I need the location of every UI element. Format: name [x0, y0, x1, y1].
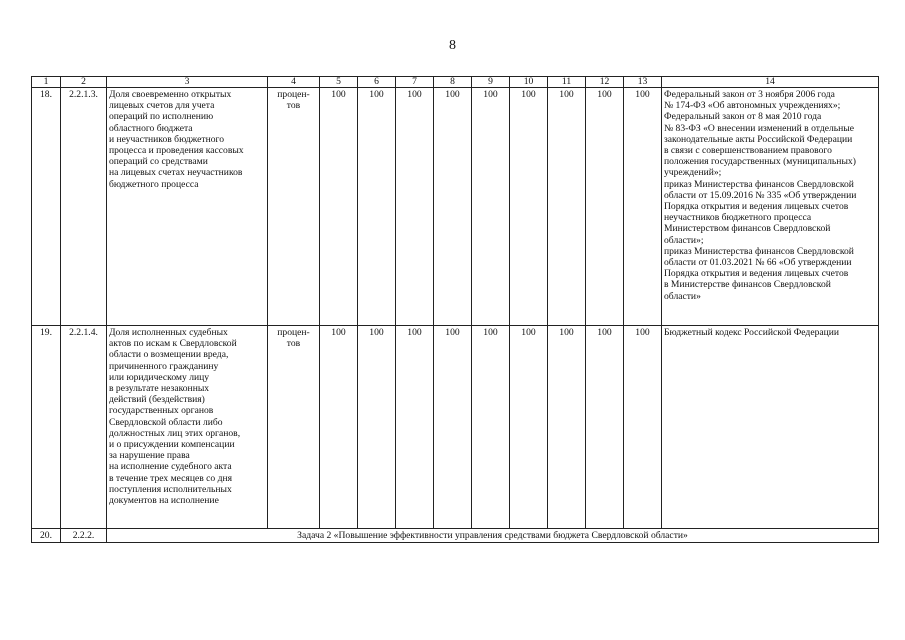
- value-cell: 100: [548, 88, 586, 326]
- value-cell: 100: [586, 326, 624, 529]
- value-cell: 100: [624, 88, 662, 326]
- value-cell: 100: [396, 88, 434, 326]
- value-cell: 100: [472, 326, 510, 529]
- col-header: 4: [268, 77, 320, 88]
- col-header: 7: [396, 77, 434, 88]
- col-header: 8: [434, 77, 472, 88]
- row-number: 20.: [32, 529, 61, 543]
- col-header: 2: [61, 77, 107, 88]
- value-cell: 100: [510, 88, 548, 326]
- unit: процен- тов: [268, 326, 320, 529]
- col-header: 3: [107, 77, 268, 88]
- value-cell: 100: [624, 326, 662, 529]
- col-header: 10: [510, 77, 548, 88]
- row-code: 2.2.1.3.: [61, 88, 107, 326]
- value-cell: 100: [472, 88, 510, 326]
- source-document: Федеральный закон от 3 ноября 2006 года № 174-ФЗ «Об автономных учреждениях»; Федеральный закон от 8 мая 2010 года № 83-ФЗ «О внесении изменений в отдельные законодательные акты Российской Федерации в связи с совершенствованием правового положения государственных (муниципальных) учреждений»; приказ Министерства финансов Свердловской области от 15.09.2016 № 335 «Об утверждении Порядка открытия и ведения лицевых счетов неучастников бюджетного процесса Министерством финансов Свердловской области»; приказ Министерства финансов Свердловской области от 01.03.2021 № 66 «Об утверждении Порядка открытия и ведения лицевых счетов в Министерстве финансов Свердловской области»: [662, 88, 879, 326]
- indicator-name: Доля исполненных судебных актов по искам к Свердловской области о возмещении вреда, причиненного гражданину или юридическому лицу в результате незаконных действий (бездействия) государственных органов Свердловской области либо должностных лиц этих органов, и о присуждении компенсации за нарушение права на исполнение судебного акта в течение трех месяцев со дня поступления исполнительных документов на исполнение: [107, 326, 268, 529]
- table-row: [32, 88, 879, 326]
- task-title: Задача 2 «Повышение эффективности управления средствами бюджета Свердловской области»: [107, 529, 879, 543]
- col-header: 6: [358, 77, 396, 88]
- col-header: 12: [586, 77, 624, 88]
- unit: процен- тов: [268, 88, 320, 326]
- value-cell: 100: [510, 326, 548, 529]
- value-cell: 100: [586, 88, 624, 326]
- source-document: Бюджетный кодекс Российской Федерации: [662, 326, 879, 529]
- row-number: 19.: [32, 326, 61, 529]
- table-row: [32, 529, 879, 543]
- page-number: 8: [449, 38, 456, 53]
- column-numbers-row: [32, 77, 879, 88]
- col-header: 9: [472, 77, 510, 88]
- value-cell: 100: [434, 88, 472, 326]
- indicators-table: [31, 76, 879, 543]
- value-cell: 100: [320, 88, 358, 326]
- value-cell: 100: [548, 326, 586, 529]
- row-number: 18.: [32, 88, 61, 326]
- value-cell: 100: [396, 326, 434, 529]
- col-header: 14: [662, 77, 879, 88]
- value-cell: 100: [358, 326, 396, 529]
- row-code: 2.2.1.4.: [61, 326, 107, 529]
- row-code: 2.2.2.: [61, 529, 107, 543]
- indicator-name: Доля своевременно открытых лицевых счетов для учета операций по исполнению областного бюджета и неучастников бюджетного процесса и проведения кассовых операций со средствами на лицевых счетах неучастников бюджетного процесса: [107, 88, 268, 326]
- col-header: 1: [32, 77, 61, 88]
- col-header: 5: [320, 77, 358, 88]
- col-header: 11: [548, 77, 586, 88]
- col-header: 13: [624, 77, 662, 88]
- value-cell: 100: [320, 326, 358, 529]
- value-cell: 100: [358, 88, 396, 326]
- value-cell: 100: [434, 326, 472, 529]
- table-row: [32, 326, 879, 529]
